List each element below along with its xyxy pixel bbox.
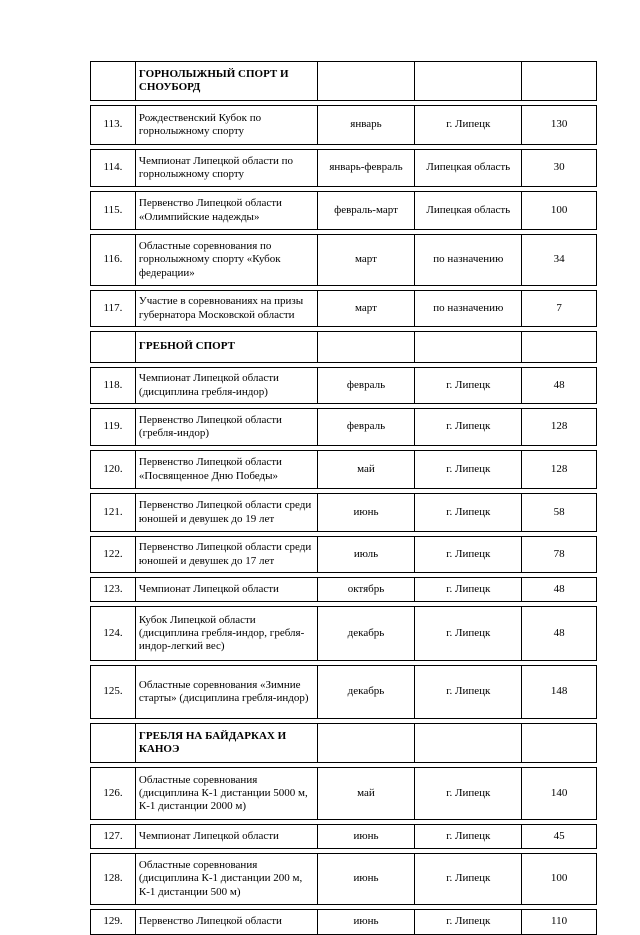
event-number: 124. [91, 607, 136, 661]
event-number: 117. [91, 291, 136, 327]
event-place: г. Липецк [415, 910, 522, 935]
event-participants: 58 [522, 494, 597, 532]
event-name: Рождественский Кубок по горнолыжному спорту [135, 106, 317, 145]
section-title: ГОРНОЛЫЖНЫЙ СПОРТ И СНОУБОРД [135, 62, 317, 101]
section-title: ГРЕБНОЙ СПОРТ [135, 332, 317, 363]
event-participants: 78 [522, 537, 597, 573]
table-row [91, 106, 597, 145]
table-row [91, 825, 597, 849]
event-participants: 100 [522, 854, 597, 905]
event-participants: 100 [522, 192, 597, 230]
event-place: Липецкая область [415, 150, 522, 187]
section-count-cell [522, 332, 597, 363]
event-date: март [317, 235, 415, 286]
table-row [91, 666, 597, 719]
event-number: 120. [91, 451, 136, 489]
event-name: Первенство Липецкой области среди юношей и девушек до 17 лет [135, 537, 317, 573]
event-number: 118. [91, 368, 136, 404]
event-number: 113. [91, 106, 136, 145]
event-place: Липецкая область [415, 192, 522, 230]
event-date: февраль [317, 409, 415, 446]
event-participants: 45 [522, 825, 597, 849]
event-number: 123. [91, 578, 136, 602]
event-participants: 140 [522, 768, 597, 820]
table-row [91, 607, 597, 661]
table-row [91, 150, 597, 187]
event-place: по назначению [415, 235, 522, 286]
table-row [91, 368, 597, 404]
event-place: г. Липецк [415, 368, 522, 404]
section-num-cell [91, 724, 136, 763]
event-place: г. Липецк [415, 825, 522, 849]
event-number: 121. [91, 494, 136, 532]
event-participants: 7 [522, 291, 597, 327]
section-date-cell [317, 332, 415, 363]
section-place-cell [415, 332, 522, 363]
event-participants: 130 [522, 106, 597, 145]
event-date: декабрь [317, 607, 415, 661]
event-participants: 148 [522, 666, 597, 719]
table-row [91, 235, 597, 286]
section-num-cell [91, 332, 136, 363]
event-number: 116. [91, 235, 136, 286]
event-name: Чемпионат Липецкой области (дисциплина гребля-индор) [135, 368, 317, 404]
table-row [91, 192, 597, 230]
event-name: Чемпионат Липецкой области [135, 825, 317, 849]
event-number: 126. [91, 768, 136, 820]
event-date: июнь [317, 825, 415, 849]
table-row [91, 910, 597, 935]
table-row [91, 578, 597, 602]
section-date-cell [317, 62, 415, 101]
event-number: 122. [91, 537, 136, 573]
section-header-row [91, 332, 597, 363]
event-date: май [317, 768, 415, 820]
event-participants: 30 [522, 150, 597, 187]
event-number: 115. [91, 192, 136, 230]
section-place-cell [415, 724, 522, 763]
section-header-row [91, 62, 597, 101]
event-number: 129. [91, 910, 136, 935]
event-date: январь-февраль [317, 150, 415, 187]
section-place-cell [415, 62, 522, 101]
event-place: г. Липецк [415, 409, 522, 446]
event-name: Областные соревнования по горнолыжному спорту «Кубок федерации» [135, 235, 317, 286]
event-participants: 48 [522, 368, 597, 404]
event-place: г. Липецк [415, 578, 522, 602]
table-row [91, 451, 597, 489]
event-name: Участие в соревнованиях на призы губернатора Московской области [135, 291, 317, 327]
event-date: июнь [317, 854, 415, 905]
event-name: Областные соревнования «Зимние старты» (дисциплина гребля-индор) [135, 666, 317, 719]
event-participants: 128 [522, 409, 597, 446]
event-date: февраль-март [317, 192, 415, 230]
event-place: по назначению [415, 291, 522, 327]
event-place: г. Липецк [415, 607, 522, 661]
event-place: г. Липецк [415, 666, 522, 719]
event-number: 119. [91, 409, 136, 446]
event-date: февраль [317, 368, 415, 404]
event-date: июль [317, 537, 415, 573]
event-participants: 48 [522, 607, 597, 661]
events-table-body [91, 62, 597, 935]
event-number: 114. [91, 150, 136, 187]
table-row [91, 854, 597, 905]
event-date: май [317, 451, 415, 489]
event-place: г. Липецк [415, 106, 522, 145]
table-row [91, 409, 597, 446]
event-name: Кубок Липецкой области (дисциплина гребля-индор, гребля-индор-легкий вес) [135, 607, 317, 661]
table-row [91, 537, 597, 573]
event-name: Первенство Липецкой области «Олимпийские надежды» [135, 192, 317, 230]
section-header-row [91, 724, 597, 763]
event-number: 125. [91, 666, 136, 719]
event-name: Чемпионат Липецкой области [135, 578, 317, 602]
event-name: Чемпионат Липецкой области по горнолыжному спорту [135, 150, 317, 187]
section-num-cell [91, 62, 136, 101]
event-number: 127. [91, 825, 136, 849]
event-name: Областные соревнования (дисциплина К-1 дистанции 200 м, К-1 дистанции 500 м) [135, 854, 317, 905]
event-date: январь [317, 106, 415, 145]
event-place: г. Липецк [415, 768, 522, 820]
section-count-cell [522, 724, 597, 763]
event-name: Первенство Липецкой области [135, 910, 317, 935]
event-name: Первенство Липецкой области (гребля-индор) [135, 409, 317, 446]
event-name: Первенство Липецкой области среди юношей и девушек до 19 лет [135, 494, 317, 532]
event-date: июнь [317, 910, 415, 935]
event-place: г. Липецк [415, 854, 522, 905]
event-name: Областные соревнования (дисциплина К-1 дистанции 5000 м, К-1 дистанции 2000 м) [135, 768, 317, 820]
event-place: г. Липецк [415, 537, 522, 573]
event-date: декабрь [317, 666, 415, 719]
events-table [90, 61, 597, 935]
event-participants: 48 [522, 578, 597, 602]
event-name: Первенство Липецкой области «Посвященное Дню Победы» [135, 451, 317, 489]
section-title: ГРЕБЛЯ НА БАЙДАРКАХ И КАНОЭ [135, 724, 317, 763]
section-date-cell [317, 724, 415, 763]
event-date: октябрь [317, 578, 415, 602]
event-participants: 34 [522, 235, 597, 286]
event-date: март [317, 291, 415, 327]
table-row [91, 494, 597, 532]
event-participants: 110 [522, 910, 597, 935]
table-row [91, 768, 597, 820]
section-count-cell [522, 62, 597, 101]
event-number: 128. [91, 854, 136, 905]
event-place: г. Липецк [415, 494, 522, 532]
event-date: июнь [317, 494, 415, 532]
event-participants: 128 [522, 451, 597, 489]
event-place: г. Липецк [415, 451, 522, 489]
table-row [91, 291, 597, 327]
